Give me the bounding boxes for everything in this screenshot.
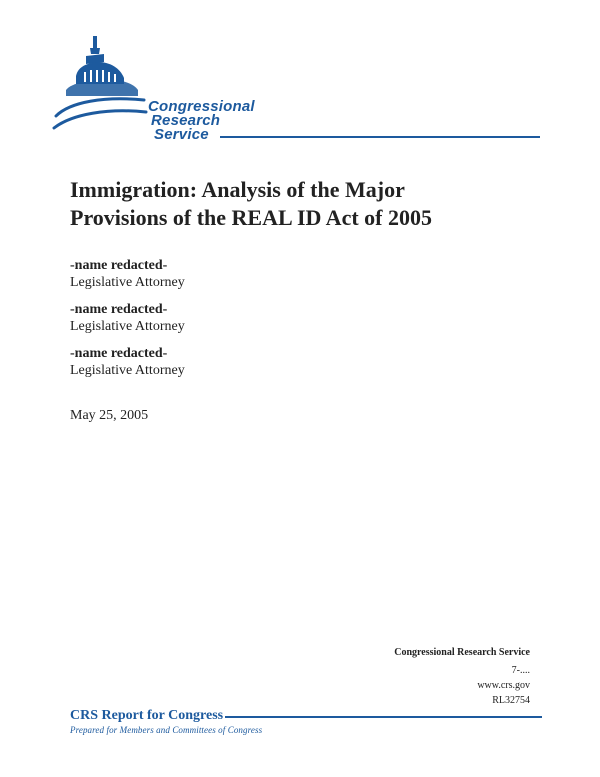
footer-subtitle: Prepared for Members and Committees of Congress xyxy=(70,725,263,735)
logo-line-congressional: Congressional xyxy=(148,98,255,115)
author-role: Legislative Attorney xyxy=(70,363,185,378)
report-title-line-1: Immigration: Analysis of the Major xyxy=(70,177,405,202)
author-list xyxy=(70,257,470,389)
author-role: Legislative Attorney xyxy=(70,319,185,334)
author-role: Legislative Attorney xyxy=(70,275,185,290)
crs-logo xyxy=(52,32,542,152)
author-entry xyxy=(70,257,470,292)
info-org: Congressional Research Service xyxy=(394,647,530,658)
report-footer xyxy=(70,706,542,735)
capitol-dome-icon xyxy=(52,32,542,152)
report-date: May 25, 2005 xyxy=(70,408,149,423)
footer-title: CRS Report for Congress xyxy=(70,708,224,723)
author-name: -name redacted- xyxy=(70,302,168,317)
author-entry xyxy=(70,301,470,336)
crs-logo-text xyxy=(148,100,255,142)
info-report-number: RL32754 xyxy=(492,695,530,706)
report-title xyxy=(70,176,540,232)
info-web: www.crs.gov xyxy=(477,680,530,691)
report-title-line-2: Provisions of the REAL ID Act of 2005 xyxy=(70,205,432,230)
author-name: -name redacted- xyxy=(70,258,168,273)
info-phone: 7-.... xyxy=(511,665,530,676)
logo-line-research: Research xyxy=(151,112,221,129)
crs-contact-info xyxy=(394,645,530,708)
author-entry xyxy=(70,345,470,380)
logo-line-service: Service xyxy=(154,126,209,143)
author-name: -name redacted- xyxy=(70,346,168,361)
